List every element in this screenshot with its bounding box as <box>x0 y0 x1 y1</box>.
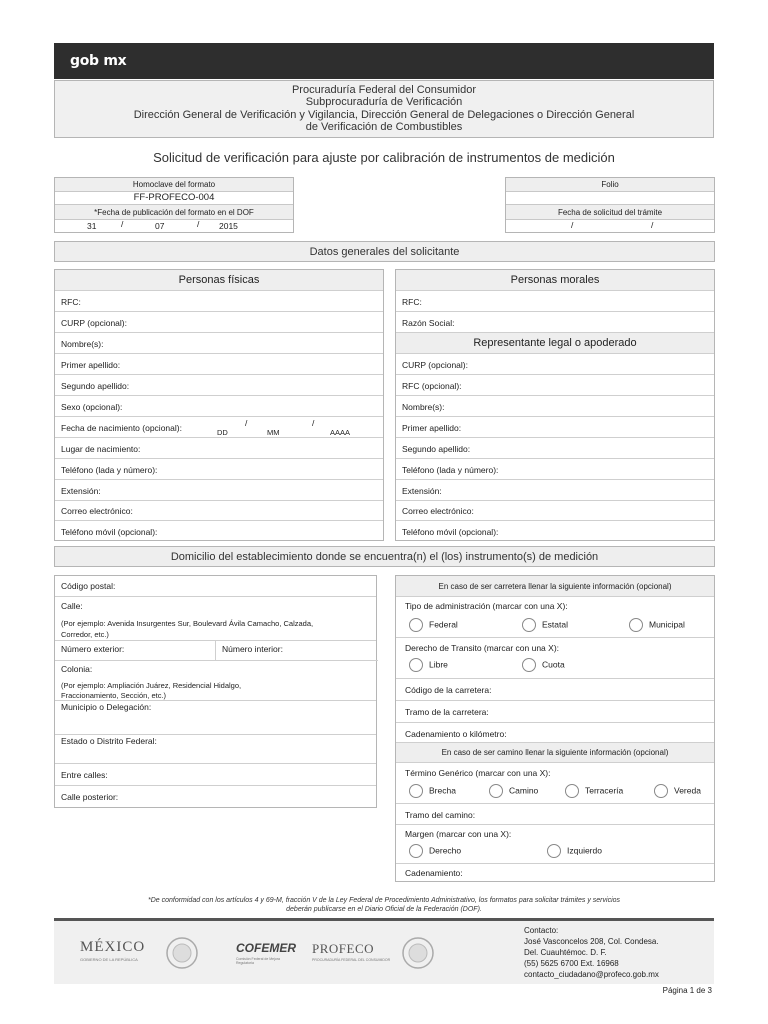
colonia-example: (Por ejemplo: Ampliación Juárez, Residencial Hidalgo, <box>61 681 242 690</box>
option-label: Vereda <box>674 785 701 796</box>
homoclave-box <box>54 177 294 233</box>
date-separator: / <box>571 220 574 230</box>
option-terraceria[interactable] <box>565 784 623 798</box>
derecho-label: Derecho de Transito (marcar con una X): <box>405 643 560 653</box>
radio-circle-icon[interactable] <box>409 618 423 632</box>
mexico-logo-sub: GOBIERNO DE LA REPÚBLICA <box>80 957 138 962</box>
agency-header <box>54 80 714 138</box>
rep-primer-apellido[interactable]: Primer apellido: <box>396 417 714 438</box>
date-separator: / <box>197 219 200 229</box>
tipo-label: Tipo de administración (marcar con una X): <box>405 601 568 611</box>
pub-date-label: *Fecha de publicación del formato en el DOF <box>55 205 293 220</box>
tipo-administracion <box>396 597 714 638</box>
option-label: Cuota <box>542 659 565 670</box>
section-datos-generales: Datos generales del solicitante <box>54 241 715 262</box>
fisicas-nombres[interactable]: Nombre(s): <box>55 333 383 354</box>
dd-hint: DD <box>217 428 228 437</box>
domicilio-box <box>54 575 377 808</box>
option-label: Camino <box>509 785 539 796</box>
codigo-carretera[interactable]: Código de la carretera: <box>396 679 714 701</box>
homoclave-label: Homoclave del formato <box>55 178 293 192</box>
option-derecho[interactable] <box>409 844 461 858</box>
footnote-line: deberán publicarse en el Diario Oficial de la Federación (DOF). <box>286 906 482 913</box>
request-date-field[interactable] <box>506 220 714 233</box>
date-separator: / <box>651 220 654 230</box>
domicilio-calle[interactable] <box>55 597 376 641</box>
fisicas-movil[interactable]: Teléfono móvil (opcional): <box>61 527 158 537</box>
domicilio-entre-calles[interactable]: Entre calles: <box>55 764 376 786</box>
option-label: Federal <box>429 619 458 630</box>
header-bar <box>54 43 714 79</box>
fisicas-segundo-apellido[interactable]: Segundo apellido: <box>55 375 383 396</box>
date-separator: / <box>121 219 124 229</box>
rep-rfc[interactable]: RFC (opcional): <box>396 375 714 396</box>
option-cuota[interactable] <box>522 658 565 672</box>
agency-line: de Verificación de Combustibles <box>305 120 463 133</box>
margen-label: Margen (marcar con una X): <box>405 829 512 839</box>
page-number: Página 1 de 3 <box>662 986 712 995</box>
option-brecha[interactable] <box>409 784 456 798</box>
contact-title: Contacto: <box>524 926 559 935</box>
aaaa-hint: AAAA <box>330 428 351 437</box>
rep-movil[interactable]: Teléfono móvil (opcional): <box>402 527 499 537</box>
cadenamiento-km[interactable]: Cadenamiento o kilómetro: <box>396 723 714 743</box>
date-separator: / <box>312 418 315 428</box>
morales-rfc[interactable]: RFC: <box>396 291 714 312</box>
fisicas-extension[interactable]: Extensión: <box>55 480 383 501</box>
radio-circle-icon[interactable] <box>547 844 561 858</box>
agency-line: Dirección General de Verificación y Vigilancia, Dirección General de Delegaciones o Dirección General <box>133 108 635 121</box>
rep-segundo-apellido[interactable]: Segundo apellido: <box>396 438 714 459</box>
tramo-camino[interactable]: Tramo del camino: <box>396 804 714 825</box>
radio-circle-icon[interactable] <box>409 784 423 798</box>
contact-block <box>524 925 659 980</box>
calle-example: (Por ejemplo: Avenida Insurgentes Sur, Boulevard Ávila Camacho, Calzada, <box>61 619 314 628</box>
option-label: Derecho <box>429 845 462 856</box>
radio-circle-icon[interactable] <box>489 784 503 798</box>
domicilio-num-interior[interactable]: Número interior: <box>215 641 378 661</box>
pub-day: 31 <box>87 221 97 231</box>
footnote <box>54 896 714 914</box>
option-municipal[interactable] <box>629 618 685 632</box>
fisicas-lugar-nacimiento[interactable]: Lugar de nacimiento: <box>55 438 383 459</box>
domicilio-municipio[interactable]: Municipio o Delegación: <box>55 701 376 735</box>
radio-circle-icon[interactable] <box>654 784 668 798</box>
derecho-transito <box>396 638 714 679</box>
agency-line: Procuraduría Federal del Consumidor <box>291 84 477 96</box>
option-libre[interactable] <box>409 658 448 672</box>
option-vereda[interactable] <box>654 784 701 798</box>
option-label: Libre <box>429 659 448 670</box>
profeco-logo: PROFECO <box>312 941 375 956</box>
contact-address: José Vasconcelos 208, Col. Condesa. <box>524 937 659 946</box>
fisicas-title: Personas físicas <box>55 270 383 291</box>
rep-correo[interactable]: Correo electrónico: <box>396 501 714 521</box>
radio-circle-icon[interactable] <box>522 658 536 672</box>
colonia-label: Colonia: <box>61 664 93 674</box>
option-label: Brecha <box>429 785 456 796</box>
radio-circle-icon[interactable] <box>629 618 643 632</box>
homoclave-value: FF-PROFECO-004 <box>55 192 293 205</box>
option-label: Estatal <box>542 619 568 630</box>
rep-extension[interactable]: Extensión: <box>396 480 714 501</box>
option-camino[interactable] <box>489 784 538 798</box>
fisicas-fecha-nacimiento[interactable] <box>55 417 383 438</box>
footnote-line: *De conformidad con los artículos 4 y 69-M, fracción V de la Ley Federal de Procedimiento Administrativo, los formatos para solicitar trámites y servicios <box>147 897 621 904</box>
fisicas-primer-apellido[interactable]: Primer apellido: <box>55 354 383 375</box>
agency-line: Subprocuraduría de Verificación <box>305 96 463 109</box>
calle-example: Corredor, etc.) <box>61 630 109 639</box>
radio-circle-icon[interactable] <box>409 658 423 672</box>
rep-telefono[interactable]: Teléfono (lada y número): <box>396 459 714 480</box>
contact-phone: (55) 5625 6700 Ext. 16968 <box>524 959 619 968</box>
option-federal[interactable] <box>409 618 458 632</box>
fecha-label: Fecha de nacimiento (opcional): <box>61 423 182 433</box>
radio-circle-icon[interactable] <box>565 784 579 798</box>
fisicas-rfc[interactable]: RFC: <box>55 291 383 312</box>
form-title: Solicitud de verificación para ajuste por calibración de instrumentos de medición <box>153 150 615 165</box>
fisicas-sexo[interactable]: Sexo (opcional): <box>55 396 383 417</box>
tramo-carretera[interactable]: Tramo de la carretera: <box>396 701 714 723</box>
option-label: Terracería <box>585 785 624 796</box>
profeco-logo-sub: PROCURADURÍA FEDERAL DEL CONSUMIDOR <box>312 958 391 962</box>
cadenamiento[interactable]: Cadenamiento: <box>405 868 463 878</box>
fisicas-curp[interactable]: CURP (opcional): <box>55 312 383 333</box>
domicilio-estado[interactable]: Estado o Distrito Federal: <box>55 735 376 764</box>
domicilio-num-exterior[interactable]: Número exterior: <box>55 641 215 661</box>
cofemer-logo: COFEMER <box>236 941 296 955</box>
pub-date-values <box>55 220 293 233</box>
date-separator: / <box>245 418 248 428</box>
personas-morales-box <box>395 269 715 541</box>
domicilio-calle-posterior[interactable]: Calle posterior: <box>61 792 119 802</box>
folio-box <box>505 177 715 233</box>
option-label: Izquierdo <box>567 845 602 856</box>
personas-fisicas-box <box>54 269 384 541</box>
rep-curp[interactable]: CURP (opcional): <box>396 354 714 375</box>
pub-year: 2015 <box>219 221 238 231</box>
cofemer-logo-sub: Comisión Federal de Mejora Regulatoria <box>236 957 280 965</box>
contact-city: Del. Cuauhtémoc. D. F. <box>524 948 607 957</box>
request-date-label: Fecha de solicitud del trámite <box>506 205 714 220</box>
domicilio-colonia[interactable] <box>55 661 376 701</box>
termino-label: Término Genérico (marcar con una X): <box>405 768 551 778</box>
carretera-camino-box <box>395 575 715 882</box>
section-domicilio: Domicilio del establecimiento donde se encuentra(n) el (los) instrumento(s) de medición <box>54 546 715 567</box>
representante-title: Representante legal o apoderado <box>396 333 714 354</box>
morales-razon-social[interactable]: Razón Social: <box>396 312 714 333</box>
radio-circle-icon[interactable] <box>409 844 423 858</box>
termino-generico <box>396 763 714 804</box>
footer <box>54 918 714 984</box>
fisicas-telefono[interactable]: Teléfono (lada y número): <box>55 459 383 480</box>
seal-icon <box>162 935 202 971</box>
option-estatal[interactable] <box>522 618 568 632</box>
folio-label: Folio <box>506 178 714 192</box>
mexico-logo: MÉXICO <box>80 939 146 955</box>
fisicas-correo[interactable]: Correo electrónico: <box>55 501 383 521</box>
contact-email[interactable]: contacto_ciudadano@profeco.gob.mx <box>524 970 659 979</box>
margen <box>396 825 714 864</box>
camino-title: En caso de ser camino llenar la siguiente información (opcional) <box>396 743 714 763</box>
morales-title: Personas morales <box>396 270 714 291</box>
domicilio-cp[interactable]: Código postal: <box>55 576 376 597</box>
colonia-example: Fraccionamiento, Sección, etc.) <box>61 691 167 700</box>
calle-label: Calle: <box>61 601 83 611</box>
option-izquierdo[interactable] <box>547 844 602 858</box>
mm-hint: MM <box>267 428 280 437</box>
gobmx-logo: gob mx <box>70 53 127 69</box>
seal-icon <box>398 935 438 971</box>
folio-field[interactable] <box>506 192 714 205</box>
carretera-title: En caso de ser carretera llenar la siguiente información (opcional) <box>396 576 714 597</box>
radio-circle-icon[interactable] <box>522 618 536 632</box>
option-label: Municipal <box>649 619 685 630</box>
rep-nombres[interactable]: Nombre(s): <box>396 396 714 417</box>
pub-month: 07 <box>155 221 165 231</box>
